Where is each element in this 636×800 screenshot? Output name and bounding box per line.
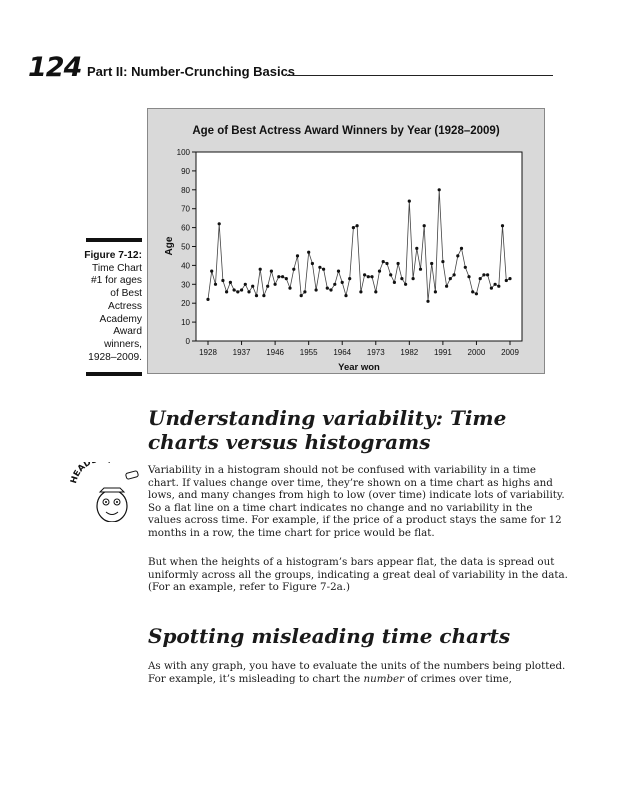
- data-point: [434, 290, 437, 293]
- figure-bar-top: [86, 238, 142, 242]
- x-tick-label: 1928: [199, 348, 217, 357]
- data-point: [359, 290, 362, 293]
- figure-label: Figure 7-12:: [84, 250, 142, 261]
- data-point: [337, 270, 340, 273]
- paragraph-variability-2: But when the heights of a histogram’s bars appear flat, the data is spread out uniformly across all the groups, indicating a great deal of variability in the data. (For an example, refer to Figure 7-2a.): [148, 556, 568, 594]
- paragraph-misleading-emphasis: number: [363, 672, 405, 685]
- data-point: [229, 281, 232, 284]
- data-point: [270, 270, 273, 273]
- data-point: [456, 254, 459, 257]
- chart-title: Age of Best Actress Award Winners by Year (1928–2009): [192, 125, 500, 137]
- data-point: [244, 283, 247, 286]
- x-tick-label: 1982: [400, 348, 419, 357]
- data-point: [288, 287, 291, 290]
- data-point: [285, 277, 288, 280]
- data-point: [389, 273, 392, 276]
- x-tick-label: 1973: [366, 348, 385, 357]
- data-point: [363, 273, 366, 276]
- y-axis-label: Age: [164, 236, 175, 256]
- section-heading-variability: Understanding variability: Time charts versus histograms: [148, 406, 507, 454]
- data-point: [352, 226, 355, 229]
- y-axis: [177, 148, 196, 346]
- x-tick-label: 1991: [433, 348, 452, 357]
- data-point: [348, 277, 351, 280]
- data-point: [266, 285, 269, 288]
- data-point: [415, 247, 418, 250]
- data-point: [482, 273, 485, 276]
- data-point: [255, 294, 258, 297]
- data-point: [233, 288, 236, 291]
- paragraph-misleading: [148, 660, 568, 685]
- data-point: [240, 288, 243, 291]
- data-point: [326, 287, 329, 290]
- header-rule: [287, 75, 553, 76]
- x-tick-label: 1937: [232, 348, 251, 357]
- y-tick-label: 60: [181, 223, 190, 233]
- data-point: [378, 270, 381, 273]
- data-point: [322, 268, 325, 271]
- page-number: 124: [28, 52, 82, 83]
- data-point: [210, 270, 213, 273]
- data-point: [445, 285, 448, 288]
- data-point: [467, 275, 470, 278]
- data-point: [356, 224, 359, 227]
- x-tick-label: 1964: [333, 348, 352, 357]
- data-point: [400, 277, 403, 280]
- y-tick-label: 30: [181, 280, 190, 290]
- data-point: [262, 294, 265, 297]
- data-point: [441, 260, 444, 263]
- x-tick-label: 2000: [467, 348, 486, 357]
- data-point: [300, 294, 303, 297]
- data-point: [486, 273, 489, 276]
- y-tick-label: 70: [181, 204, 190, 214]
- y-tick-label: 40: [181, 261, 190, 271]
- data-point: [490, 287, 493, 290]
- plot-area: [196, 152, 522, 341]
- paragraph-variability-1: Variability in a histogram should not be confused with variability in a time chart. If values change over time, they’re shown on a time chart as highs and lows, and many changes from high to low (over time) indicate lots of variability. So a flat line on a time chart indicates no change and no variability in the values across time. For example, if the price of a product stays the same for 12 months in a row, the time chart for price would be flat.: [148, 464, 565, 539]
- y-tick-label: 50: [181, 242, 190, 252]
- data-point: [318, 266, 321, 269]
- heads-up-label: HEAD: [70, 462, 94, 485]
- data-point: [370, 275, 373, 278]
- data-point: [277, 275, 280, 278]
- data-point: [296, 254, 299, 257]
- y-tick-label: 20: [181, 299, 190, 309]
- paragraph-misleading-start: As with any graph, you have to evaluate the units of the numbers being plotted. For example, it’s misleading to chart the: [148, 660, 566, 685]
- data-point: [274, 283, 277, 286]
- x-axis: [199, 341, 519, 357]
- heads-up-icon: [70, 462, 140, 522]
- data-point: [206, 298, 209, 301]
- y-tick-label: 90: [181, 166, 190, 176]
- data-point: [430, 262, 433, 265]
- data-point: [505, 279, 508, 282]
- data-point: [259, 268, 262, 271]
- paragraph-misleading-end: of crimes over time,: [404, 672, 512, 685]
- data-point: [374, 290, 377, 293]
- x-tick-label: 1955: [299, 348, 318, 357]
- data-point: [303, 290, 306, 293]
- y-tick-label: 0: [185, 337, 190, 346]
- data-point: [479, 277, 482, 280]
- age-time-chart: [148, 109, 544, 373]
- data-point: [393, 281, 396, 284]
- data-point: [423, 224, 426, 227]
- data-point: [236, 290, 239, 293]
- data-point: [404, 283, 407, 286]
- data-point: [315, 288, 318, 291]
- data-point: [281, 275, 284, 278]
- figure-caption-text: Time Chart #1 for ages of Best Actress Academy Award winners, 1928–2009.: [88, 262, 142, 363]
- data-point: [464, 266, 467, 269]
- data-point: [408, 200, 411, 203]
- data-point: [367, 275, 370, 278]
- chart-frame: [147, 108, 545, 374]
- data-point: [251, 285, 254, 288]
- data-point: [419, 268, 422, 271]
- x-tick-label: 1946: [266, 348, 285, 357]
- data-point: [329, 288, 332, 291]
- data-point: [494, 283, 497, 286]
- part-title: Part II: Number-Crunching Basics: [87, 64, 296, 79]
- data-point: [438, 188, 441, 191]
- data-point: [397, 262, 400, 265]
- y-tick-label: 10: [181, 318, 190, 328]
- x-axis-label: Year won: [338, 362, 380, 373]
- data-point: [292, 268, 295, 271]
- y-tick-label: 100: [176, 148, 190, 157]
- data-point: [508, 277, 511, 280]
- data-point: [453, 273, 456, 276]
- data-point: [311, 262, 314, 265]
- data-point: [247, 290, 250, 293]
- data-point: [426, 300, 429, 303]
- data-point: [221, 279, 224, 282]
- data-point: [501, 224, 504, 227]
- data-point: [471, 290, 474, 293]
- data-point: [382, 260, 385, 263]
- data-point: [333, 283, 336, 286]
- figure-caption: [80, 250, 142, 364]
- data-point: [218, 222, 221, 225]
- figure-bar-bottom: [86, 372, 142, 376]
- data-point: [460, 247, 463, 250]
- x-tick-label: 2009: [501, 348, 519, 357]
- data-point: [385, 262, 388, 265]
- data-point: [341, 281, 344, 284]
- section-heading-misleading: Spotting misleading time charts: [148, 624, 511, 648]
- data-point: [225, 290, 228, 293]
- data-point: [475, 292, 478, 295]
- data-point: [497, 285, 500, 288]
- y-tick-label: 80: [181, 185, 190, 195]
- data-point: [344, 294, 347, 297]
- data-point: [307, 251, 310, 254]
- data-point: [214, 283, 217, 286]
- data-point: [449, 277, 452, 280]
- data-point: [412, 277, 415, 280]
